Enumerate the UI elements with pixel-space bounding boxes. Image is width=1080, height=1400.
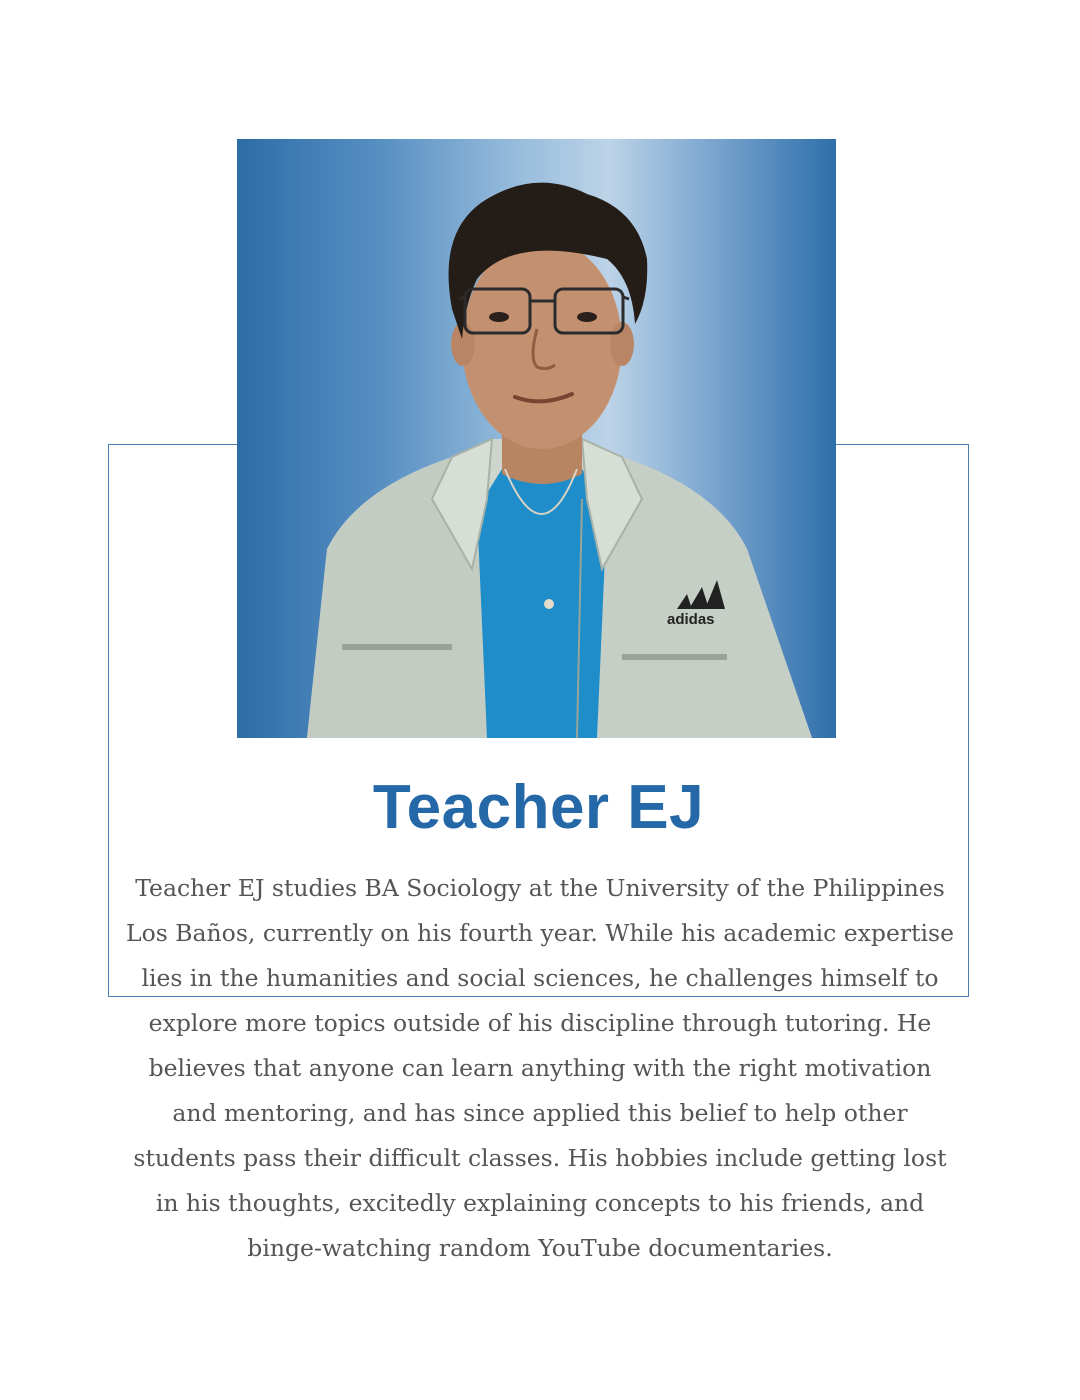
teacher-name-heading: Teacher EJ [372,773,705,842]
profile-photo [237,139,836,738]
teacher-bio-text: Teacher EJ studies BA Sociology at the University of the Philippines Los Baños, currently on his fourth year. While his academic expertise lies in the humanities and social sciences, he challenges himself to explore more topics outside of his discipline through tutoring. He believes that anyone can learn anything with the right motivation and mentoring, and has since applied this belief to help other students pass their difficult classes. His hobbies include getting lost in his thoughts, excitedly explaining concepts to his friends, and binge-watching random YouTube documentaries. [125,874,955,1262]
jacket-brand-text: adidas [667,611,715,628]
profile-photo-frame [237,139,836,738]
person-portrait-icon [237,139,836,738]
